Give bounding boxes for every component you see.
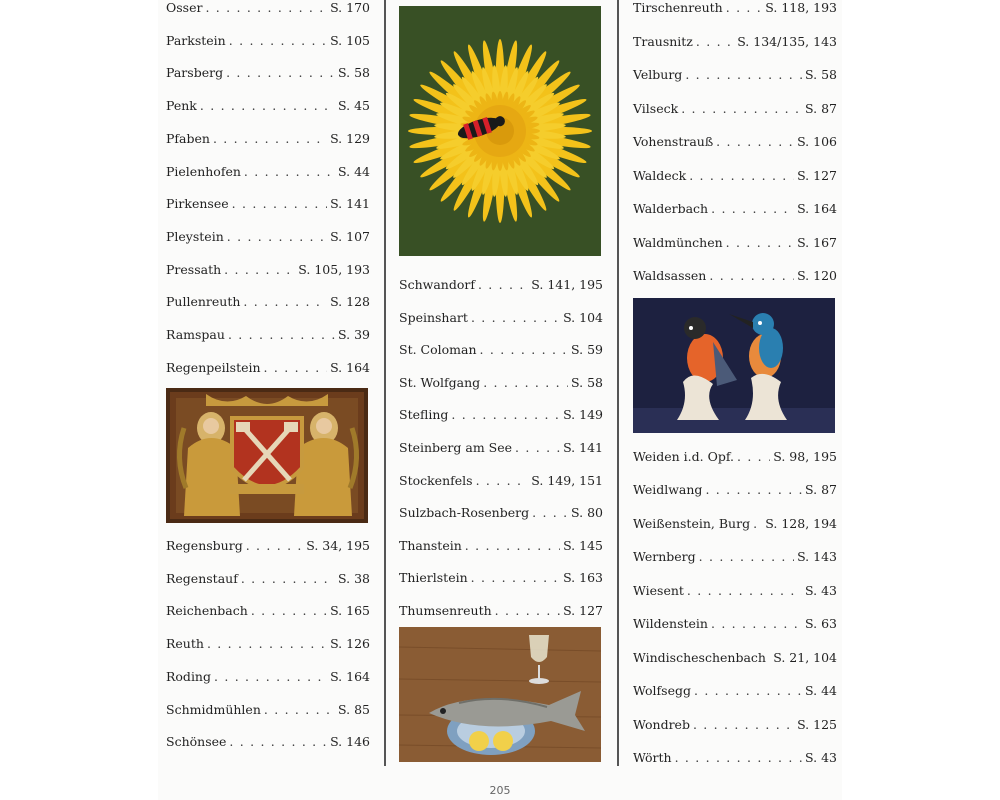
place-name: Stockenfels [399, 472, 473, 488]
place-name: Schmidmühlen [166, 701, 261, 717]
index-entry [633, 34, 837, 50]
page-reference: S. 146 [330, 734, 370, 750]
index-entry [399, 277, 603, 293]
place-name: Regensburg [166, 538, 243, 553]
index-entry [166, 65, 370, 81]
column-divider-right [617, 0, 619, 766]
leader-dots [213, 131, 327, 147]
place-name: Wolfsegg [633, 683, 691, 699]
page-reference: S. 43 [805, 582, 837, 598]
page-number: 205 [489, 784, 511, 797]
index-entry [399, 473, 603, 489]
page-reference: S. 105, 193 [298, 261, 370, 277]
leader-dots [246, 538, 304, 554]
index-entry [166, 196, 370, 212]
leader-dots [476, 473, 529, 489]
place-name: Wildenstein [633, 616, 708, 632]
index-column-middle [399, 0, 603, 800]
place-name: Parsberg [166, 65, 224, 81]
leader-dots [228, 327, 335, 343]
place-name: Weiden i.d. Opf. [633, 449, 734, 464]
index-entry [166, 327, 370, 343]
leader-dots [726, 235, 794, 251]
place-name: Walderbach [633, 201, 709, 216]
carved-altar-coat-of-arms-image [166, 388, 368, 523]
place-name: Wernberg [633, 549, 696, 565]
index-entry [633, 235, 837, 251]
page-reference: S. 129 [330, 130, 370, 146]
leader-dots [478, 277, 528, 293]
page-reference: S. 141 [330, 196, 370, 212]
index-entry [166, 702, 370, 718]
leader-dots [264, 360, 328, 376]
page-reference: S. 126 [330, 636, 370, 652]
page-reference: S. 141, 195 [531, 277, 603, 292]
page-reference: S. 165 [330, 603, 370, 619]
index-entry [166, 669, 370, 685]
place-name: Roding [166, 668, 211, 684]
page-reference: S. 164 [797, 201, 837, 216]
leader-dots [229, 734, 327, 750]
leader-dots [471, 570, 560, 586]
leader-dots [232, 196, 327, 212]
index-entry [633, 549, 837, 565]
page-reference: S. 104 [563, 309, 603, 325]
page-reference: S. 58 [571, 374, 603, 390]
place-name: Wondreb [633, 716, 690, 732]
index-entry [633, 449, 837, 465]
page-reference: S. 128, 194 [765, 515, 837, 531]
page-reference: S. 164 [330, 359, 370, 375]
index-entry [633, 168, 837, 184]
leader-dots [675, 750, 802, 766]
place-name: Penk [166, 98, 197, 114]
page-reference: S. 58 [805, 67, 837, 82]
index-entry [166, 33, 370, 49]
index-entry [166, 571, 370, 587]
index-entry [399, 570, 603, 586]
index-entry [633, 650, 837, 666]
page-reference: S. 87 [805, 482, 837, 498]
index-entry [166, 294, 370, 310]
index-entry [399, 310, 603, 326]
place-name: Pullenreuth [166, 294, 241, 310]
leader-dots [483, 375, 568, 391]
leader-dots [694, 683, 802, 699]
leader-dots [480, 342, 569, 358]
index-entry [166, 98, 370, 114]
place-name: Waldmünchen [633, 234, 723, 250]
page-reference: S. 98, 195 [773, 449, 837, 464]
leader-dots [687, 583, 802, 599]
index-entry [633, 67, 837, 83]
leader-dots [696, 34, 734, 50]
dandelion-illustration [399, 6, 601, 256]
page-reference: S. 167 [797, 234, 837, 250]
index-column-left [166, 0, 370, 800]
place-name: Regenpeilstein [166, 359, 261, 375]
leader-dots [205, 0, 327, 16]
place-name: Weißenstein, Burg [633, 515, 751, 531]
page-reference: S. 163 [563, 570, 603, 586]
leader-dots [200, 98, 335, 114]
index-entry [633, 0, 837, 16]
place-name: Regenstauf [166, 570, 238, 586]
fish-plate-illustration [399, 627, 601, 762]
page-reference: S. 45 [338, 98, 370, 114]
index-entry [166, 538, 370, 554]
page-reference: S. 120 [797, 268, 837, 283]
leader-dots [769, 650, 770, 666]
page-reference: S. 127 [563, 603, 603, 618]
column-divider-left [384, 0, 386, 766]
index-entry [633, 201, 837, 217]
page-reference: S. 164 [330, 668, 370, 684]
page-reference: S. 106 [797, 134, 837, 149]
index-entry [399, 375, 603, 391]
place-name: Stefling [399, 407, 449, 423]
page-reference: S. 39 [338, 327, 370, 342]
leader-dots [264, 702, 335, 718]
page-reference: S. 59 [571, 342, 603, 358]
place-name: Velburg [633, 67, 683, 82]
page-reference: S. 63 [805, 616, 837, 632]
leader-dots [241, 571, 335, 587]
page-reference: S. 85 [338, 701, 370, 717]
dandelion-beetle-image [399, 6, 601, 256]
index-entry [166, 164, 370, 180]
page-reference: S. 118, 193 [765, 0, 837, 15]
index-entry [633, 268, 837, 284]
leader-dots [251, 603, 327, 619]
place-name: Thierlstein [399, 570, 468, 586]
place-name: Pirkensee [166, 196, 229, 212]
place-name: Thanstein [399, 537, 462, 553]
leader-dots [737, 449, 770, 465]
place-name: Waldeck [633, 167, 687, 183]
leader-dots [465, 538, 560, 554]
index-column-right [633, 0, 837, 800]
leader-dots [711, 201, 794, 217]
leader-dots [705, 482, 802, 498]
page-reference: S. 125 [797, 716, 837, 732]
place-name: Vilseck [633, 100, 679, 116]
leader-dots [699, 549, 794, 565]
leader-dots [532, 505, 568, 521]
leader-dots [495, 603, 560, 619]
leader-dots [693, 717, 794, 733]
leader-dots [207, 636, 327, 652]
index-entry [166, 603, 370, 619]
leader-dots [229, 33, 327, 49]
bird-figurines-image [633, 298, 835, 433]
place-name: Pielenhofen [166, 163, 241, 179]
page-reference: S. 80 [571, 505, 603, 521]
leader-dots [515, 440, 560, 456]
index-entry [399, 538, 603, 554]
place-name: Pleystein [166, 228, 224, 244]
bird-figurines-illustration [633, 298, 835, 433]
index-entry [633, 616, 837, 632]
place-name: Tirschenreuth [633, 0, 723, 15]
index-entry [633, 482, 837, 498]
page-reference: S. 58 [338, 65, 370, 81]
leader-dots [226, 65, 335, 81]
index-entry [633, 516, 837, 532]
page-reference: S. 170 [330, 0, 370, 15]
leader-dots [471, 310, 560, 326]
index-entry [633, 750, 837, 766]
leader-dots [685, 67, 802, 83]
page-reference: S. 128 [330, 294, 370, 310]
index-entry [633, 683, 837, 699]
page-reference: S. 145 [563, 537, 603, 553]
book-page [158, 0, 842, 800]
page-reference: S. 105 [330, 32, 370, 48]
page-reference: S. 44 [805, 683, 837, 699]
place-name: Osser [166, 0, 203, 15]
page-reference: S. 43 [805, 750, 837, 766]
place-name: Wiesent [633, 582, 684, 598]
index-entry [166, 131, 370, 147]
place-name: Weidlwang [633, 482, 703, 498]
page-reference: S. 44 [338, 163, 370, 179]
index-entry [399, 505, 603, 521]
place-name: Schwandorf [399, 277, 475, 292]
place-name: Schönsee [166, 734, 227, 750]
leader-dots [243, 294, 327, 310]
place-name: St. Wolfgang [399, 374, 481, 390]
page-reference: S. 149, 151 [531, 472, 603, 488]
page-reference: S. 21, 104 [773, 649, 837, 665]
page-reference: S. 87 [805, 100, 837, 116]
index-entry [633, 583, 837, 599]
place-name: Thumsenreuth [399, 603, 492, 618]
index-entry [166, 636, 370, 652]
leader-dots [451, 407, 560, 423]
leader-dots [753, 516, 762, 532]
index-entry [399, 342, 603, 358]
index-entry [166, 229, 370, 245]
page-reference: S. 34, 195 [306, 538, 370, 553]
place-name: Reichenbach [166, 603, 248, 619]
leader-dots [716, 134, 794, 150]
place-name: Waldsassen [633, 268, 707, 283]
index-entry [633, 717, 837, 733]
index-entry [399, 603, 603, 619]
altar-carving-illustration [166, 388, 368, 523]
leader-dots [244, 164, 335, 180]
place-name: Pfaben [166, 130, 210, 146]
page-reference: S. 127 [797, 167, 837, 183]
index-entry [399, 440, 603, 456]
index-entry [166, 0, 370, 16]
index-entry [166, 262, 370, 278]
page-reference: S. 143 [797, 549, 837, 565]
index-entry [166, 360, 370, 376]
leader-dots [709, 268, 794, 284]
page-reference: S. 38 [338, 570, 370, 586]
index-entry [633, 101, 837, 117]
page-reference: S. 141 [563, 440, 603, 455]
leader-dots [726, 0, 763, 16]
leader-dots [689, 168, 794, 184]
page-reference: S. 149 [563, 407, 603, 423]
index-entry [399, 407, 603, 423]
leader-dots [224, 262, 295, 278]
place-name: Trausnitz [633, 33, 693, 49]
place-name: Steinberg am See [399, 440, 513, 455]
fish-on-plate-image [399, 627, 601, 762]
index-entry [633, 134, 837, 150]
place-name: Ramspau [166, 327, 225, 342]
place-name: Wörth [633, 750, 672, 766]
place-name: St. Coloman [399, 342, 477, 358]
place-name: Windischeschenbach [633, 649, 766, 665]
place-name: Speinshart [399, 309, 468, 325]
place-name: Reuth [166, 636, 204, 652]
index-entry [166, 734, 370, 750]
place-name: Vohenstrauß [633, 134, 714, 149]
leader-dots [214, 669, 327, 685]
place-name: Parkstein [166, 32, 226, 48]
leader-dots [681, 101, 802, 117]
place-name: Pressath [166, 261, 222, 277]
page-reference: S. 107 [330, 228, 370, 244]
page-reference: S. 134/135, 143 [737, 33, 837, 49]
place-name: Sulzbach-Rosenberg [399, 505, 530, 521]
leader-dots [227, 229, 327, 245]
leader-dots [711, 616, 802, 632]
